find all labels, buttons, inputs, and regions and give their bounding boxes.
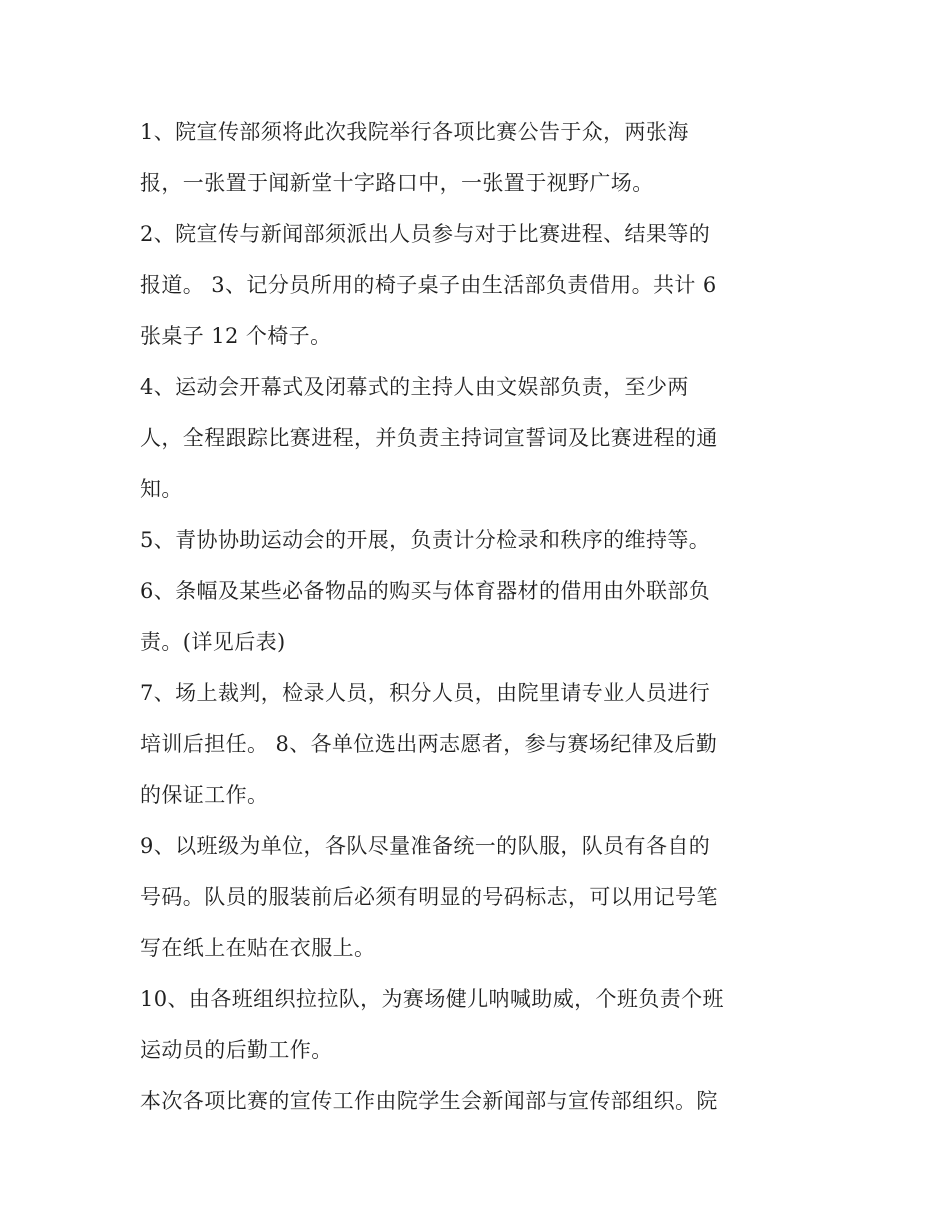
text-line-17: 写在纸上在贴在衣服上。 <box>140 936 376 960</box>
text-line-1: 1、院宣传部须将此次我院举行各项比赛公告于众，两张海 <box>140 120 689 144</box>
text-line-16: 号码。队员的服装前后必须有明显的号码标志，可以用记号笔 <box>140 885 718 909</box>
text-line-10: 6、条幅及某些必备物品的购买与体育器材的借用由外联部负 <box>140 579 711 603</box>
text-line-7: 人，全程跟踪比赛进程，并负责主持词宣誓词及比赛进程的通 <box>140 426 718 450</box>
text-line-3: 2、院宣传与新闻部须派出人员参与对于比赛进程、结果等的 <box>140 222 711 246</box>
text-line-13: 培训后担任。 8、各单位选出两志愿者，参与赛场纪律及后勤 <box>140 732 718 756</box>
text-line-15: 9、以班级为单位，各队尽量准备统一的队服，队员有各自的 <box>140 834 711 858</box>
text-line-5: 张桌子 12 个椅子。 <box>140 324 332 348</box>
text-line-8: 知。 <box>140 477 183 501</box>
text-line-9: 5、青协协助运动会的开展，负责计分检录和秩序的维持等。 <box>140 528 711 552</box>
text-line-18: 10、由各班组织拉拉队，为赛场健儿呐喊助威，个班负责个班 <box>140 987 724 1011</box>
text-line-20: 本次各项比赛的宣传工作由院学生会新闻部与宣传部组织。院 <box>140 1089 718 1113</box>
text-line-14: 的保证工作。 <box>140 783 269 807</box>
text-line-2: 报，一张置于闻新堂十字路口中，一张置于视野广场。 <box>140 171 654 195</box>
text-line-11: 责。(详见后表) <box>140 630 286 654</box>
text-line-19: 运动员的后勤工作。 <box>140 1038 333 1062</box>
document-body <box>140 107 820 1127</box>
text-line-6: 4、运动会开幕式及闭幕式的主持人由文娱部负责，至少两 <box>140 375 689 399</box>
text-line-4: 报道。 3、记分员所用的椅子桌子由生活部负责借用。共计 6 <box>140 273 717 297</box>
text-line-12: 7、场上裁判，检录人员，积分人员，由院里请专业人员进行 <box>140 681 711 705</box>
